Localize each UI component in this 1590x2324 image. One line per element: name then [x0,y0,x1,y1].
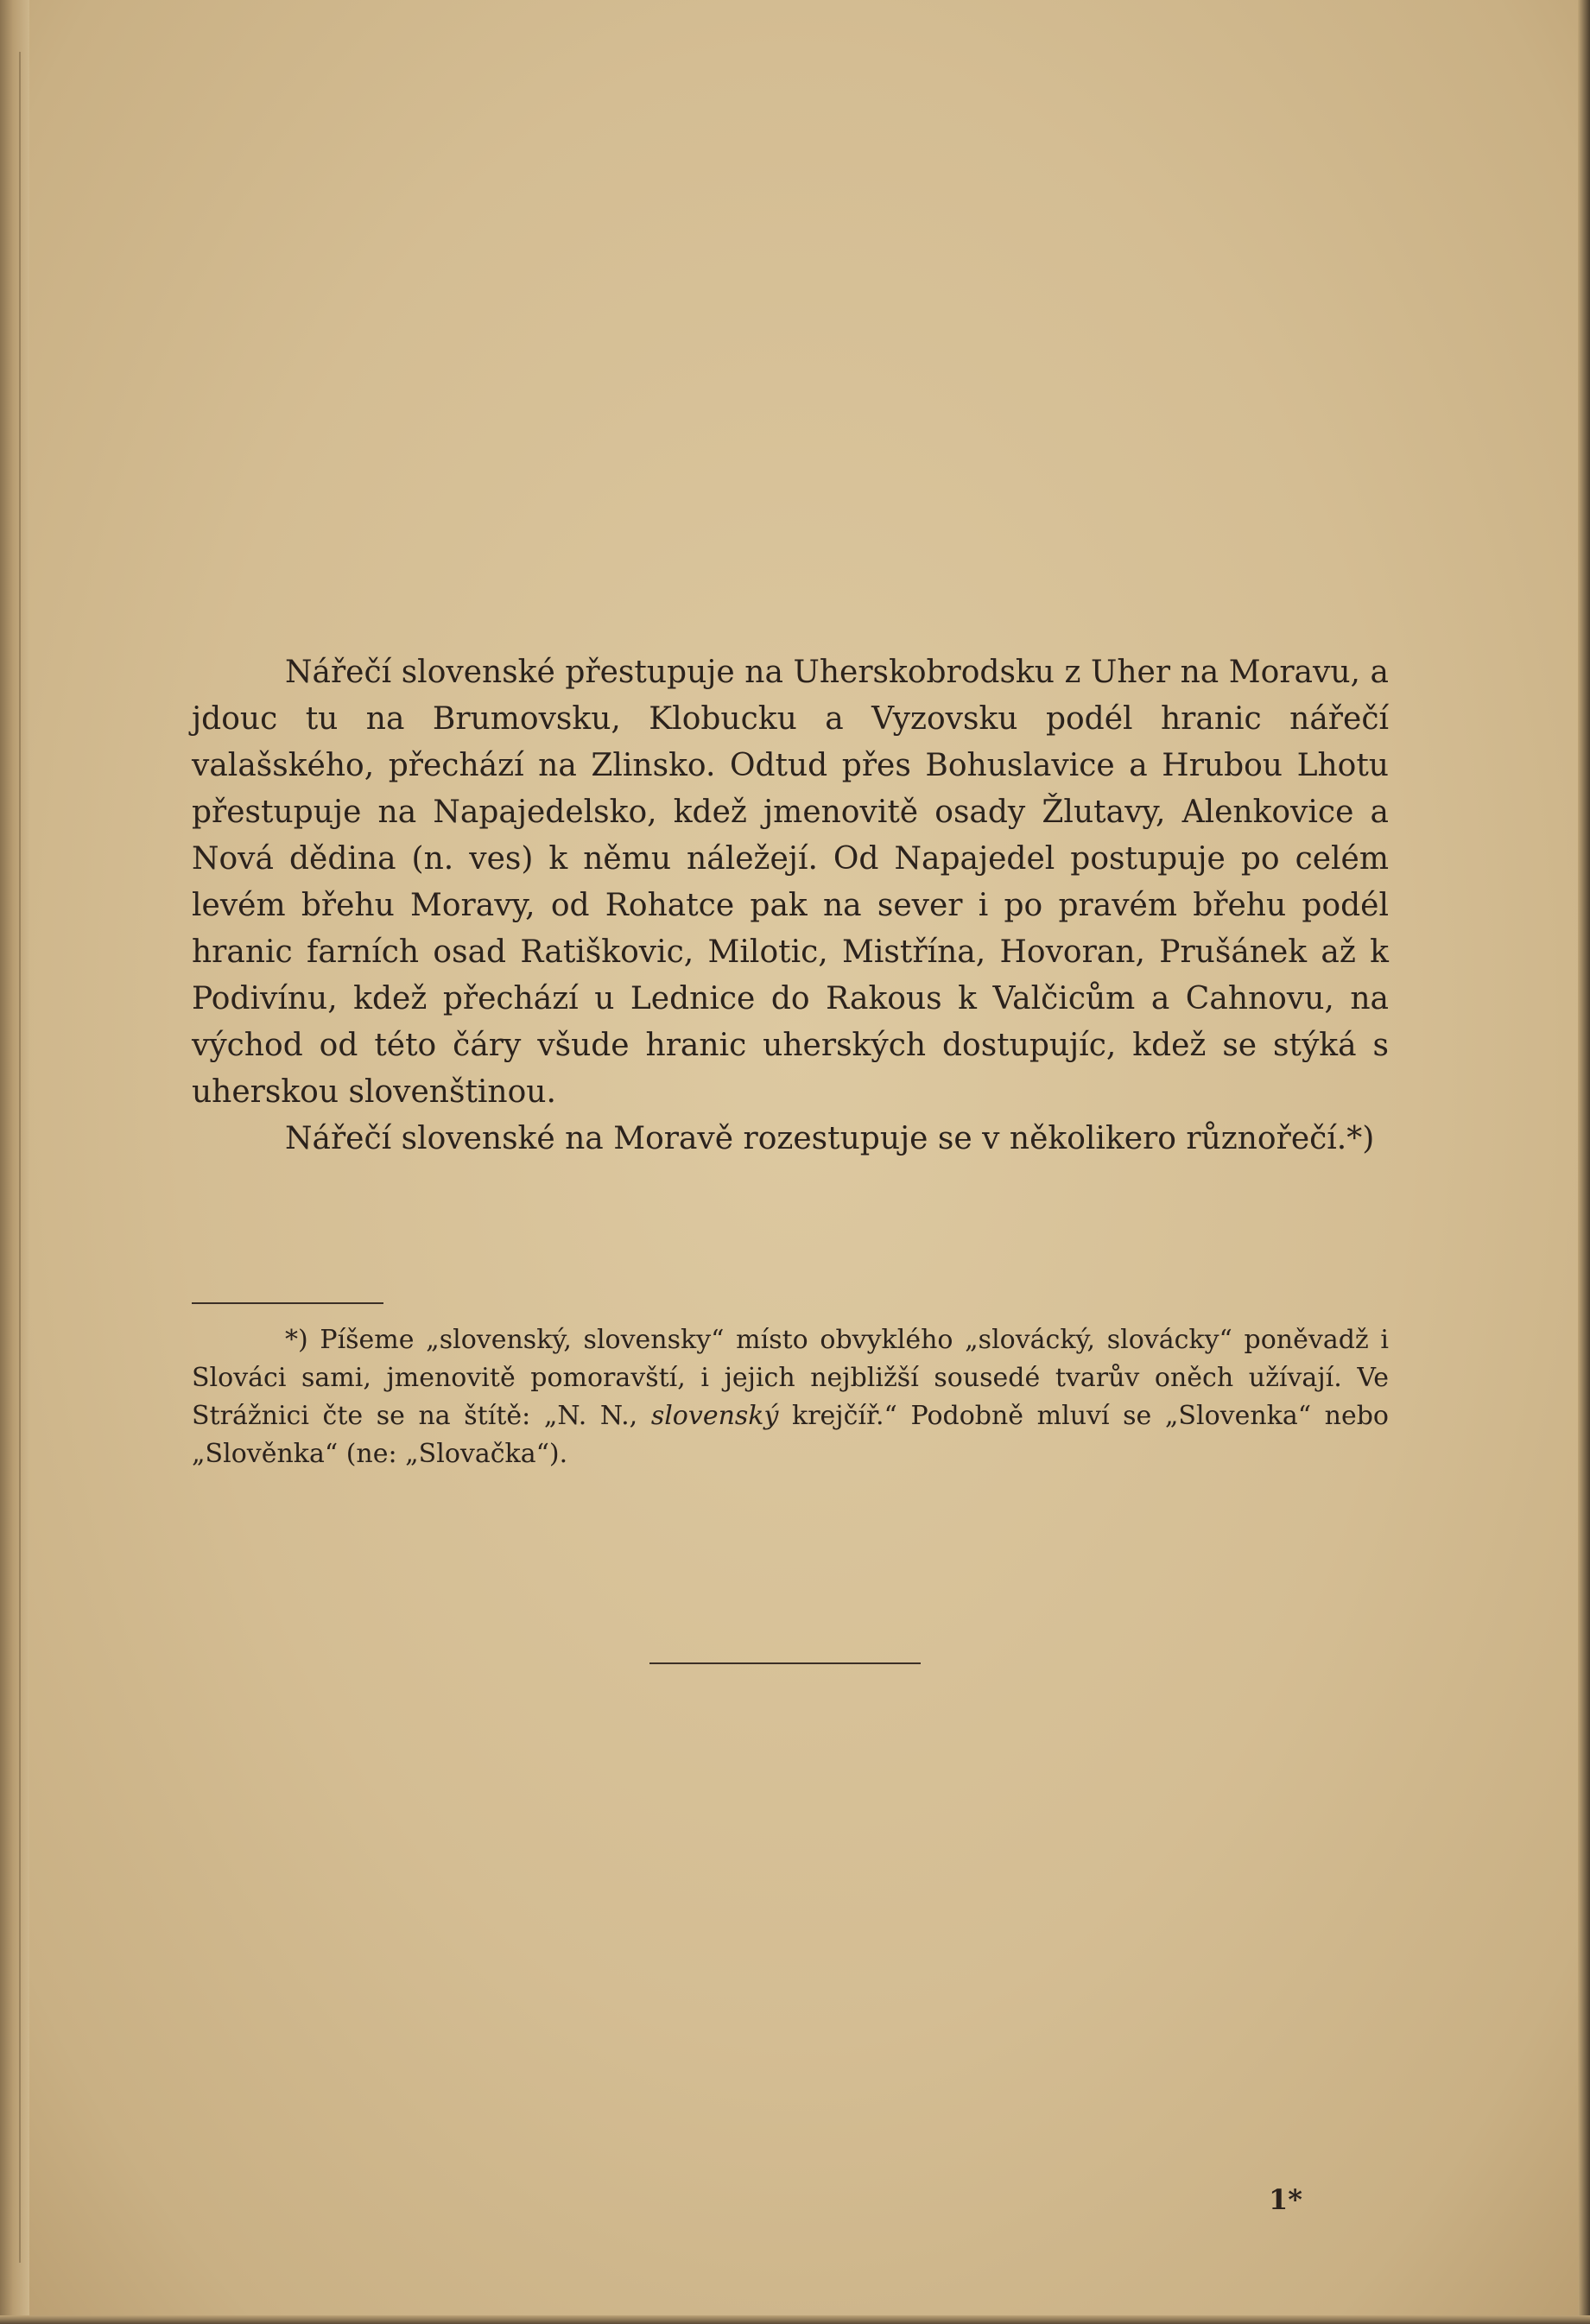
footnote-text-start: *) Píšeme „slovenský, slovensky“ místo obvyklého „slovácký, slovácky“ poněvadž i Slováci sami, jmenovitě pomoravští, i jejich nejbližší sousedé tvarův oněch užívají. Ve Strážnici čte se na štítě: „N. N., [192,1325,1389,1431]
footnote-text-end: krejčíř.“ Podobně mluví se „Slovenka“ nebo „Slověnka“ (ne: „Slovačka“). [192,1401,1389,1469]
footnote-italic-word: slovenský [650,1401,779,1431]
footnote-separator [192,1302,383,1304]
paragraph-1: Nářečí slovenské přestupuje na Uherskobrodsku z Uher na Moravu, a jdouc tu na Brumovsku, Klobucku a Vyzovsku podél hranic nářečí valašského, přechází na Zlinsko. Odtud přes Bohuslavice a Hrubou Lhotu přestupuje na Napajedelsko, kdež jmenovitě osady Žlutavy, Alenkovice a Nová dědina (n. ves) k němu náležejí. Od Napajedel postupuje po celém levém břehu Moravy, od Rohatce pak na sever i po pravém břehu podél hranic farních osad Ratiškovic, Milotic, Mistřína, Hovoran, Prušánek až k Podivínu, kdež přechází u Lednice do Rakous k Valčicům a Cahnovu, na východ od této čáry všude hranic uherských dostupujíc, kdež se stýká s uherskou slovenštinou. [192,655,1389,1110]
page-right-edge [1578,0,1590,2324]
page-number: 1* [1269,2183,1302,2216]
spine-crease [19,52,21,2263]
footnote [192,1321,1389,1473]
paragraph-2: Nářečí slovenské na Moravě rozestupuje se v několikero různořečí.*) [285,1121,1375,1156]
page-bottom-edge [0,2315,1590,2324]
main-text [192,649,1389,1162]
page-spine-shadow [0,0,29,2324]
section-end-rule [649,1662,921,1664]
